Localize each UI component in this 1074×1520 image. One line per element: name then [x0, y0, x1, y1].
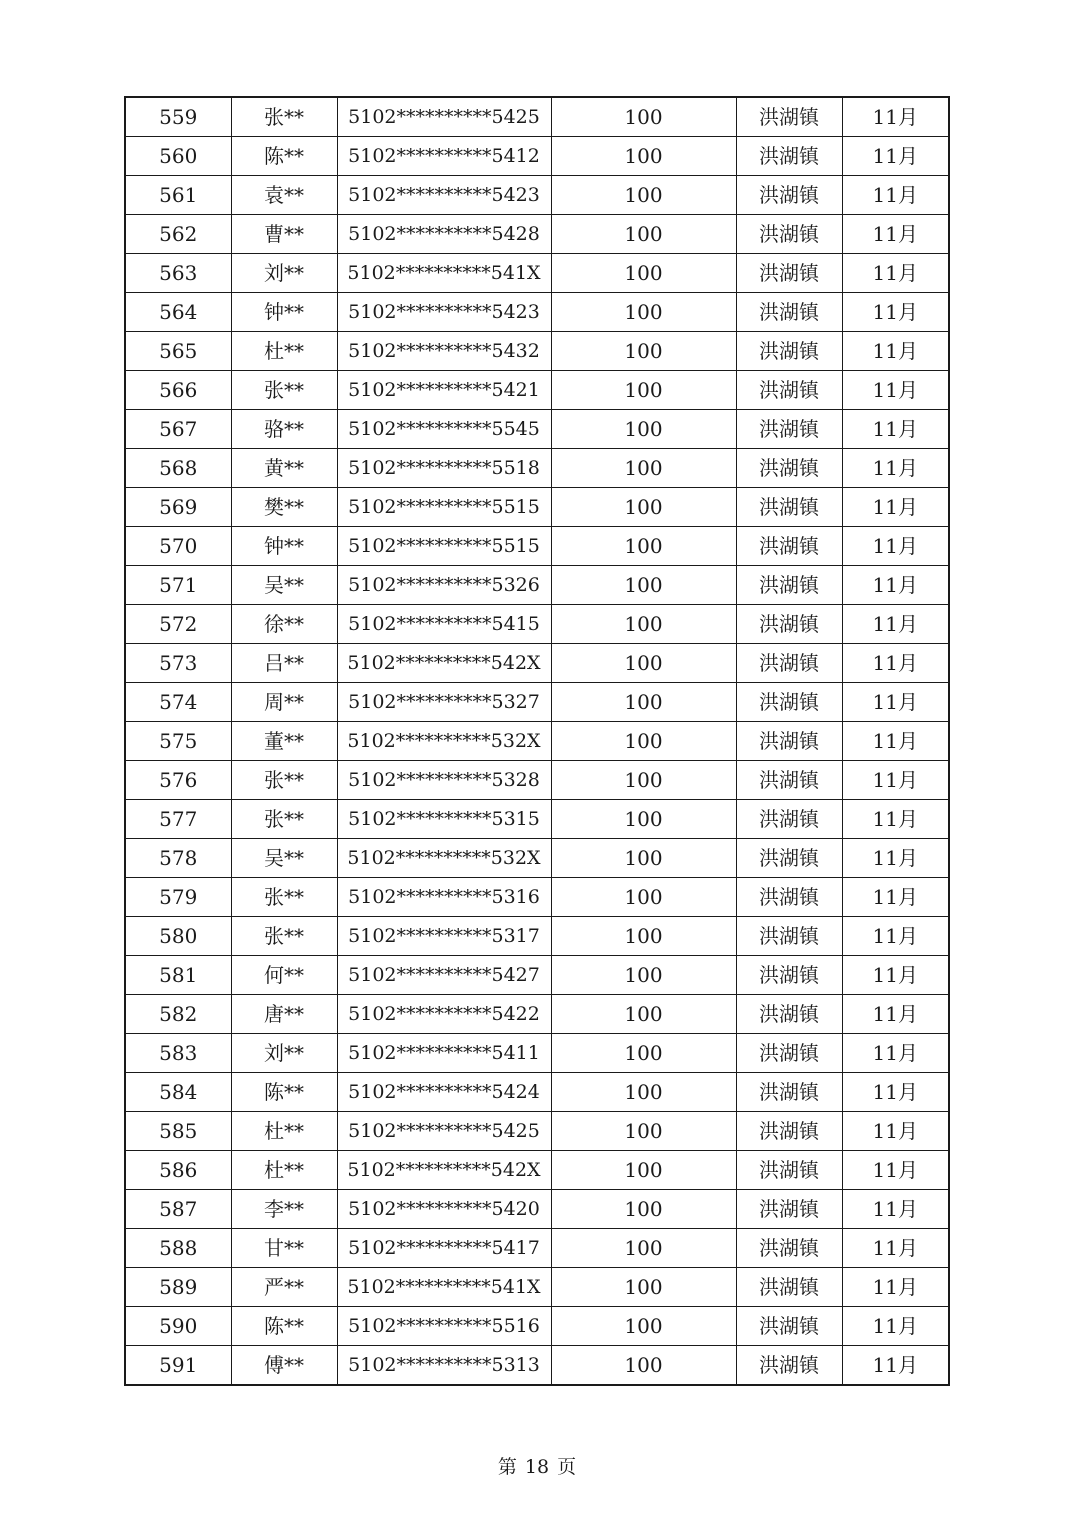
cell-name: 陈**	[231, 1073, 337, 1112]
cell-amount: 100	[551, 488, 736, 527]
cell-town: 洪湖镇	[736, 722, 842, 761]
cell-name: 李**	[231, 1190, 337, 1229]
cell-id-number: 5102**********541X	[337, 1268, 551, 1307]
cell-month: 11月	[842, 488, 949, 527]
cell-amount: 100	[551, 371, 736, 410]
cell-id-number: 5102**********5412	[337, 137, 551, 176]
cell-town: 洪湖镇	[736, 761, 842, 800]
cell-seq: 561	[125, 176, 231, 215]
cell-id-number: 5102**********532X	[337, 722, 551, 761]
cell-month: 11月	[842, 995, 949, 1034]
cell-month: 11月	[842, 332, 949, 371]
cell-id-number: 5102**********5411	[337, 1034, 551, 1073]
cell-amount: 100	[551, 917, 736, 956]
cell-town: 洪湖镇	[736, 176, 842, 215]
cell-town: 洪湖镇	[736, 488, 842, 527]
cell-name: 周**	[231, 683, 337, 722]
cell-amount: 100	[551, 97, 736, 137]
cell-seq: 570	[125, 527, 231, 566]
table-row	[125, 488, 949, 527]
cell-id-number: 5102**********5315	[337, 800, 551, 839]
cell-town: 洪湖镇	[736, 1112, 842, 1151]
cell-id-number: 5102**********5516	[337, 1307, 551, 1346]
cell-name: 张**	[231, 97, 337, 137]
cell-amount: 100	[551, 332, 736, 371]
table-row	[125, 410, 949, 449]
cell-month: 11月	[842, 527, 949, 566]
cell-month: 11月	[842, 176, 949, 215]
cell-month: 11月	[842, 1112, 949, 1151]
cell-id-number: 5102**********5428	[337, 215, 551, 254]
cell-amount: 100	[551, 878, 736, 917]
cell-id-number: 5102**********5313	[337, 1346, 551, 1386]
table-row	[125, 1112, 949, 1151]
cell-town: 洪湖镇	[736, 1190, 842, 1229]
cell-name: 陈**	[231, 1307, 337, 1346]
cell-seq: 590	[125, 1307, 231, 1346]
table-row	[125, 800, 949, 839]
cell-month: 11月	[842, 215, 949, 254]
cell-id-number: 5102**********5424	[337, 1073, 551, 1112]
cell-name: 张**	[231, 917, 337, 956]
cell-amount: 100	[551, 527, 736, 566]
cell-amount: 100	[551, 683, 736, 722]
cell-month: 11月	[842, 683, 949, 722]
table-row	[125, 1229, 949, 1268]
cell-id-number: 5102**********5327	[337, 683, 551, 722]
cell-seq: 571	[125, 566, 231, 605]
cell-amount: 100	[551, 1229, 736, 1268]
cell-name: 刘**	[231, 254, 337, 293]
cell-town: 洪湖镇	[736, 527, 842, 566]
cell-town: 洪湖镇	[736, 215, 842, 254]
cell-id-number: 5102**********5425	[337, 97, 551, 137]
cell-seq: 579	[125, 878, 231, 917]
cell-month: 11月	[842, 566, 949, 605]
cell-amount: 100	[551, 722, 736, 761]
cell-name: 钟**	[231, 527, 337, 566]
table-row	[125, 176, 949, 215]
table-row	[125, 449, 949, 488]
cell-amount: 100	[551, 605, 736, 644]
cell-amount: 100	[551, 1034, 736, 1073]
cell-id-number: 5102**********541X	[337, 254, 551, 293]
cell-seq: 591	[125, 1346, 231, 1386]
cell-town: 洪湖镇	[736, 137, 842, 176]
cell-name: 黄**	[231, 449, 337, 488]
cell-seq: 586	[125, 1151, 231, 1190]
page-number-prefix: 第	[497, 1456, 517, 1478]
cell-id-number: 5102**********5316	[337, 878, 551, 917]
table-row	[125, 1151, 949, 1190]
table-row	[125, 683, 949, 722]
table-row	[125, 215, 949, 254]
cell-seq: 565	[125, 332, 231, 371]
cell-town: 洪湖镇	[736, 605, 842, 644]
cell-seq: 582	[125, 995, 231, 1034]
cell-month: 11月	[842, 293, 949, 332]
cell-name: 吴**	[231, 566, 337, 605]
table-row	[125, 1268, 949, 1307]
cell-month: 11月	[842, 839, 949, 878]
cell-month: 11月	[842, 1073, 949, 1112]
cell-name: 袁**	[231, 176, 337, 215]
cell-month: 11月	[842, 917, 949, 956]
cell-id-number: 5102**********5328	[337, 761, 551, 800]
table-row	[125, 956, 949, 995]
cell-seq: 564	[125, 293, 231, 332]
cell-amount: 100	[551, 449, 736, 488]
cell-town: 洪湖镇	[736, 839, 842, 878]
cell-id-number: 5102**********5317	[337, 917, 551, 956]
cell-seq: 562	[125, 215, 231, 254]
cell-town: 洪湖镇	[736, 449, 842, 488]
cell-id-number: 5102**********5423	[337, 293, 551, 332]
cell-id-number: 5102**********5425	[337, 1112, 551, 1151]
cell-name: 钟**	[231, 293, 337, 332]
cell-seq: 587	[125, 1190, 231, 1229]
cell-name: 杜**	[231, 1151, 337, 1190]
cell-seq: 588	[125, 1229, 231, 1268]
cell-town: 洪湖镇	[736, 683, 842, 722]
cell-seq: 585	[125, 1112, 231, 1151]
cell-name: 徐**	[231, 605, 337, 644]
cell-town: 洪湖镇	[736, 995, 842, 1034]
cell-amount: 100	[551, 1151, 736, 1190]
cell-town: 洪湖镇	[736, 800, 842, 839]
table-row	[125, 137, 949, 176]
cell-town: 洪湖镇	[736, 332, 842, 371]
cell-id-number: 5102**********5545	[337, 410, 551, 449]
cell-seq: 578	[125, 839, 231, 878]
cell-seq: 569	[125, 488, 231, 527]
cell-seq: 583	[125, 1034, 231, 1073]
table-row	[125, 97, 949, 137]
cell-seq: 559	[125, 97, 231, 137]
cell-seq: 581	[125, 956, 231, 995]
cell-name: 严**	[231, 1268, 337, 1307]
cell-amount: 100	[551, 761, 736, 800]
cell-amount: 100	[551, 956, 736, 995]
cell-name: 樊**	[231, 488, 337, 527]
cell-seq: 576	[125, 761, 231, 800]
cell-town: 洪湖镇	[736, 917, 842, 956]
table-row	[125, 527, 949, 566]
cell-id-number: 5102**********5427	[337, 956, 551, 995]
cell-month: 11月	[842, 371, 949, 410]
cell-name: 陈**	[231, 137, 337, 176]
cell-amount: 100	[551, 644, 736, 683]
cell-name: 吴**	[231, 839, 337, 878]
cell-name: 杜**	[231, 1112, 337, 1151]
cell-amount: 100	[551, 1346, 736, 1386]
cell-seq: 577	[125, 800, 231, 839]
cell-month: 11月	[842, 1034, 949, 1073]
cell-month: 11月	[842, 644, 949, 683]
table-row	[125, 995, 949, 1034]
cell-seq: 568	[125, 449, 231, 488]
cell-amount: 100	[551, 995, 736, 1034]
cell-seq: 560	[125, 137, 231, 176]
cell-amount: 100	[551, 137, 736, 176]
page-number-suffix: 页	[557, 1456, 577, 1478]
cell-month: 11月	[842, 1190, 949, 1229]
table-row	[125, 1307, 949, 1346]
cell-month: 11月	[842, 1346, 949, 1386]
table-row	[125, 878, 949, 917]
table-row	[125, 566, 949, 605]
table-row	[125, 1346, 949, 1386]
cell-month: 11月	[842, 137, 949, 176]
table-row	[125, 605, 949, 644]
cell-month: 11月	[842, 97, 949, 137]
cell-town: 洪湖镇	[736, 644, 842, 683]
cell-month: 11月	[842, 878, 949, 917]
cell-id-number: 5102**********5421	[337, 371, 551, 410]
cell-name: 张**	[231, 371, 337, 410]
cell-town: 洪湖镇	[736, 410, 842, 449]
cell-name: 曹**	[231, 215, 337, 254]
table-row	[125, 1034, 949, 1073]
table-row	[125, 644, 949, 683]
cell-seq: 567	[125, 410, 231, 449]
cell-name: 傅**	[231, 1346, 337, 1386]
cell-month: 11月	[842, 1307, 949, 1346]
cell-town: 洪湖镇	[736, 293, 842, 332]
cell-amount: 100	[551, 566, 736, 605]
cell-town: 洪湖镇	[736, 1307, 842, 1346]
cell-amount: 100	[551, 800, 736, 839]
cell-amount: 100	[551, 1112, 736, 1151]
cell-id-number: 5102**********5415	[337, 605, 551, 644]
table-row	[125, 293, 949, 332]
cell-month: 11月	[842, 761, 949, 800]
cell-amount: 100	[551, 1190, 736, 1229]
cell-seq: 563	[125, 254, 231, 293]
cell-town: 洪湖镇	[736, 1268, 842, 1307]
cell-id-number: 5102**********5432	[337, 332, 551, 371]
cell-town: 洪湖镇	[736, 1229, 842, 1268]
cell-id-number: 5102**********532X	[337, 839, 551, 878]
cell-town: 洪湖镇	[736, 566, 842, 605]
cell-id-number: 5102**********542X	[337, 644, 551, 683]
cell-month: 11月	[842, 1151, 949, 1190]
cell-id-number: 5102**********5515	[337, 527, 551, 566]
cell-town: 洪湖镇	[736, 1346, 842, 1386]
cell-amount: 100	[551, 176, 736, 215]
table-row	[125, 839, 949, 878]
cell-name: 张**	[231, 878, 337, 917]
cell-seq: 575	[125, 722, 231, 761]
cell-month: 11月	[842, 1229, 949, 1268]
cell-town: 洪湖镇	[736, 254, 842, 293]
cell-town: 洪湖镇	[736, 878, 842, 917]
cell-town: 洪湖镇	[736, 956, 842, 995]
cell-name: 唐**	[231, 995, 337, 1034]
cell-name: 刘**	[231, 1034, 337, 1073]
page-number: 18	[524, 1456, 550, 1478]
table-row	[125, 761, 949, 800]
roster-table-body	[125, 97, 949, 1385]
cell-month: 11月	[842, 956, 949, 995]
cell-id-number: 5102**********5515	[337, 488, 551, 527]
cell-name: 张**	[231, 761, 337, 800]
cell-id-number: 5102**********5423	[337, 176, 551, 215]
cell-month: 11月	[842, 1268, 949, 1307]
cell-month: 11月	[842, 722, 949, 761]
cell-town: 洪湖镇	[736, 97, 842, 137]
cell-id-number: 5102**********5420	[337, 1190, 551, 1229]
table-row	[125, 917, 949, 956]
cell-name: 甘**	[231, 1229, 337, 1268]
table-row	[125, 722, 949, 761]
cell-name: 吕**	[231, 644, 337, 683]
roster-table	[124, 96, 950, 1386]
cell-name: 杜**	[231, 332, 337, 371]
cell-month: 11月	[842, 605, 949, 644]
cell-town: 洪湖镇	[736, 1034, 842, 1073]
cell-month: 11月	[842, 449, 949, 488]
cell-seq: 574	[125, 683, 231, 722]
cell-id-number: 5102**********5326	[337, 566, 551, 605]
cell-amount: 100	[551, 839, 736, 878]
cell-name: 骆**	[231, 410, 337, 449]
cell-id-number: 5102**********542X	[337, 1151, 551, 1190]
cell-id-number: 5102**********5417	[337, 1229, 551, 1268]
cell-seq: 572	[125, 605, 231, 644]
cell-seq: 584	[125, 1073, 231, 1112]
cell-seq: 580	[125, 917, 231, 956]
cell-amount: 100	[551, 1073, 736, 1112]
cell-id-number: 5102**********5422	[337, 995, 551, 1034]
cell-name: 董**	[231, 722, 337, 761]
cell-seq: 566	[125, 371, 231, 410]
cell-town: 洪湖镇	[736, 1151, 842, 1190]
cell-amount: 100	[551, 254, 736, 293]
cell-month: 11月	[842, 254, 949, 293]
table-row	[125, 1073, 949, 1112]
page-footer	[0, 1455, 1074, 1479]
cell-seq: 573	[125, 644, 231, 683]
cell-town: 洪湖镇	[736, 1073, 842, 1112]
cell-id-number: 5102**********5518	[337, 449, 551, 488]
cell-month: 11月	[842, 800, 949, 839]
table-row	[125, 371, 949, 410]
table-row	[125, 254, 949, 293]
cell-amount: 100	[551, 410, 736, 449]
cell-amount: 100	[551, 1307, 736, 1346]
cell-name: 张**	[231, 800, 337, 839]
cell-amount: 100	[551, 215, 736, 254]
cell-town: 洪湖镇	[736, 371, 842, 410]
cell-name: 何**	[231, 956, 337, 995]
cell-amount: 100	[551, 293, 736, 332]
cell-amount: 100	[551, 1268, 736, 1307]
table-row	[125, 332, 949, 371]
cell-seq: 589	[125, 1268, 231, 1307]
table-row	[125, 1190, 949, 1229]
cell-month: 11月	[842, 410, 949, 449]
